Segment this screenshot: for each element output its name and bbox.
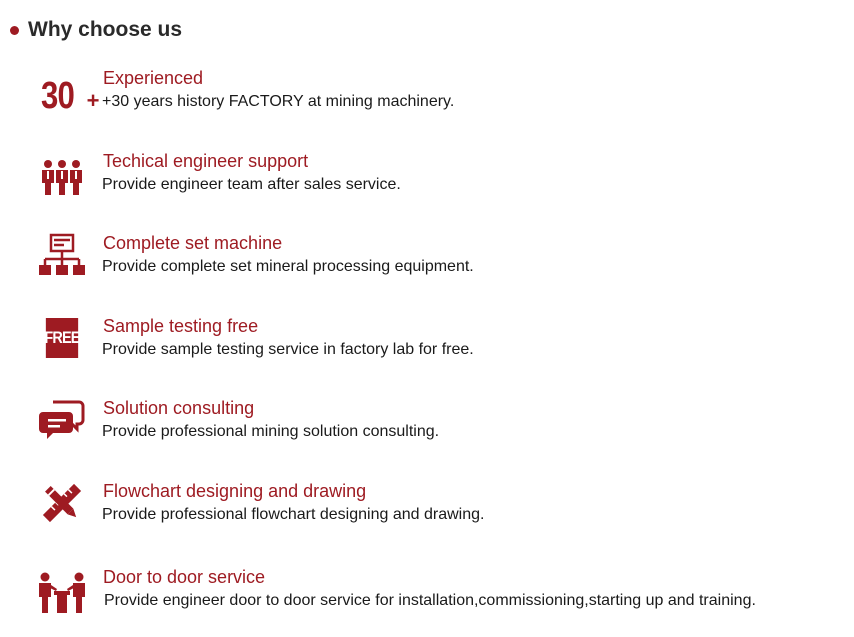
feature-description: Provide engineer team after sales service. xyxy=(102,176,401,193)
free-tag-icon: FREE xyxy=(36,312,88,364)
feature-item-sample-testing xyxy=(0,316,854,386)
engineers-group-icon xyxy=(36,151,88,203)
feature-description: Provide professional flowchart designing and drawing. xyxy=(102,506,485,523)
feature-item-engineer-support xyxy=(0,151,854,221)
door-service-icon xyxy=(36,567,88,619)
section-header xyxy=(10,18,182,42)
feature-title: Experienced xyxy=(103,68,204,88)
feature-item-flowchart xyxy=(0,481,854,551)
feature-title: Flowchart designing and drawing xyxy=(103,481,367,501)
feature-description: Provide professional mining solution consulting. xyxy=(102,423,440,440)
feature-title: Techical engineer support xyxy=(103,151,309,171)
feature-title: Complete set machine xyxy=(103,233,283,253)
feature-title: Solution consulting xyxy=(103,398,255,418)
chat-bubbles-icon xyxy=(36,394,88,446)
feature-item-solution-consulting xyxy=(0,398,854,468)
feature-description: Provide complete set mineral processing equipment. xyxy=(102,258,474,275)
section-title: Why choose us xyxy=(28,18,183,41)
feature-item-experienced xyxy=(0,68,854,138)
pencil-ruler-icon xyxy=(36,477,88,529)
feature-description: Provide sample testing service in factory lab for free. xyxy=(102,341,474,358)
bullet-dot xyxy=(10,26,19,35)
network-hierarchy-icon xyxy=(36,229,88,281)
feature-description: Provide engineer door to door service for installation,commissioning,starting up and training. xyxy=(104,592,756,609)
thirty-plus-icon: 30 + xyxy=(40,74,100,117)
feature-item-door-service xyxy=(0,567,854,637)
feature-title: Sample testing free xyxy=(103,316,259,336)
feature-title: Door to door service xyxy=(103,567,266,587)
feature-item-complete-set xyxy=(0,233,854,303)
feature-description: +30 years history FACTORY at mining machinery. xyxy=(102,93,455,110)
